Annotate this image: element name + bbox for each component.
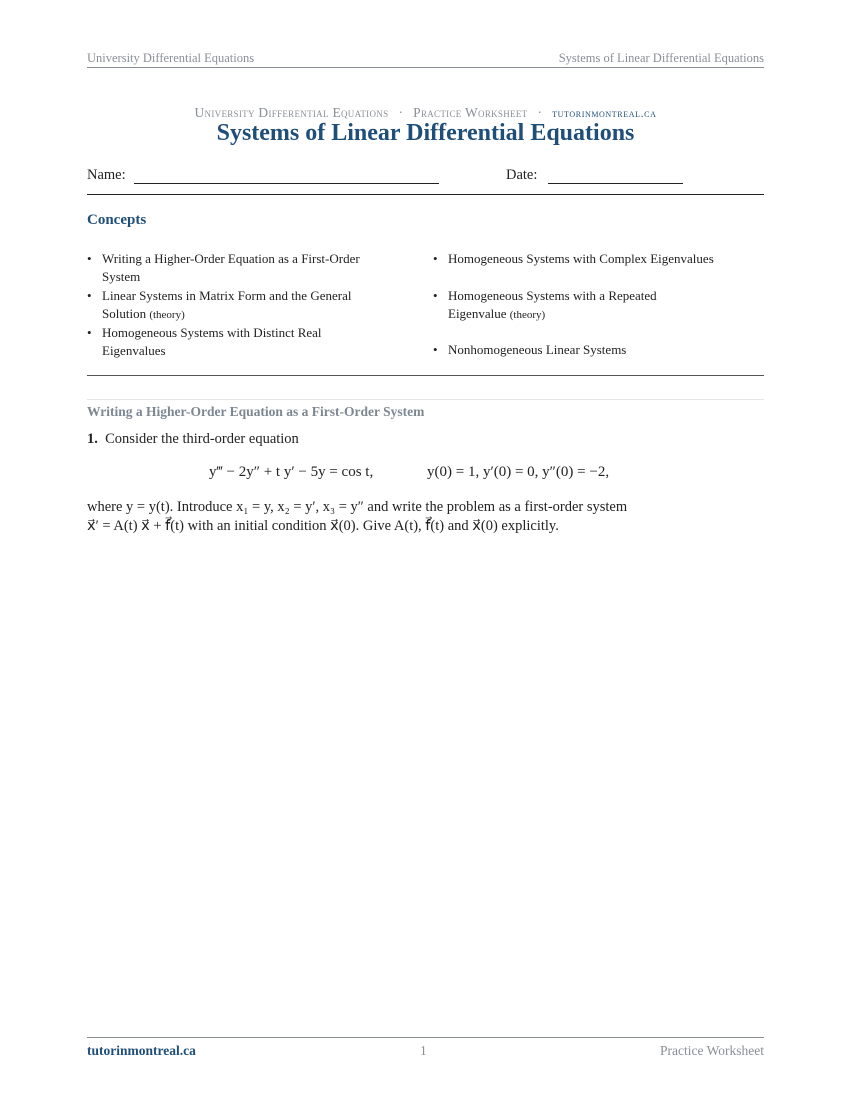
concepts-rule [87,375,764,376]
problem-intro: Consider the third-order equation [105,431,299,447]
footer-right: Practice Worksheet [660,1043,764,1058]
concept-item: • Linear Systems in Matrix Form and the General Solution (theory) [87,288,352,321]
concept-item: • Nonhomogeneous Linear Systems [433,342,627,357]
banner-site: tutorinmontreal.ca [552,106,657,120]
problem-body-line2: x⃗′ = A(t) x⃗ + f⃗(t) with an initial condition x⃗(0). Give A(t), f⃗(t) and x⃗(0) explicitly. [87,517,559,534]
banner-course: University Differential Equations [194,105,389,120]
theory-tag: (theory) [509,308,546,321]
date-field[interactable] [548,183,683,184]
problem-number: 1. [87,431,98,447]
banner-separator: · [398,105,404,120]
problem-body-line1: where y = y(t). Introduce x₁ = y, x₂ = y′, x₃ = y″ and write the problem as a first-order system [87,499,628,515]
date-label: Date: [506,167,538,183]
concepts-heading: Concepts [87,212,147,228]
concept-item: • Homogeneous Systems with a Repeated Eigenvalue (theory) [433,288,657,321]
banner-separator-2: · [537,105,543,120]
footer-rule [87,1037,764,1038]
page-title: Systems of Linear Differential Equations [216,120,635,146]
concept-item: • Homogeneous Systems with Complex Eigenvalues [433,251,714,266]
name-field[interactable] [134,183,439,184]
theory-tag: (theory) [149,308,185,321]
problem-initial-conditions: y(0) = 1, y′(0) = 0, y″(0) = −2, [427,464,610,480]
banner [87,105,764,121]
problem-equation: y‴ − 2y″ + t y′ − 5y = cos t, [209,464,374,480]
header-rule [87,67,764,68]
running-header-left: University Differential Equations [87,51,255,65]
problem-body [87,498,764,535]
section-heading: Writing a Higher-Order Equation as a First-Order System [87,404,425,419]
running-header-right: Systems of Linear Differential Equations [558,51,764,65]
concept-item: • Writing a Higher-Order Equation as a First-Order System [87,251,360,284]
title-rule [87,194,764,195]
concept-item: • Homogeneous Systems with Distinct Real Eigenvalues [87,325,322,358]
section-rule [87,399,764,400]
footer-site-link[interactable]: tutorinmontreal.ca [87,1043,196,1058]
name-label: Name: [87,167,126,183]
banner-kind: Practice Worksheet [413,105,528,120]
page-number: 1 [420,1043,427,1058]
problem-1 [87,431,299,448]
